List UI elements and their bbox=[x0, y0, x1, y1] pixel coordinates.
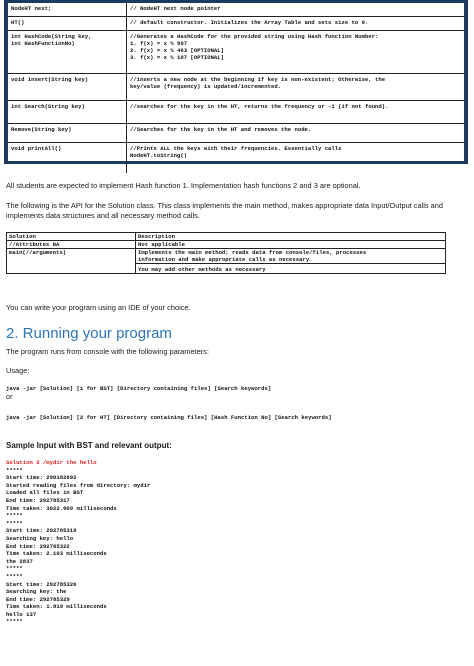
sample-heading: Sample Input with BST and relevant output: bbox=[6, 441, 172, 450]
hash-function-note: All students are expected to implement Hash function 1. Implementation hash functions 2 and 3 are optional. bbox=[6, 181, 361, 190]
method-description: //inserts a new node at the beginning if key is non-existent; Otherwise, the key/value (frequency) is updated/incremented. bbox=[130, 76, 386, 90]
output-line: ***** bbox=[6, 565, 23, 573]
output-line: ***** bbox=[6, 519, 23, 527]
output-line: Searching key: hello bbox=[6, 534, 74, 542]
table-row bbox=[8, 17, 464, 31]
sample-command: Solution 2 /mydir the hello bbox=[6, 459, 97, 466]
usage-ht-command: java -jar [Solution] [2 for HT] [Directory containing files] [Hash Function No] [Search keywords] bbox=[6, 414, 332, 421]
main-cell: main(//arguments) bbox=[7, 249, 136, 264]
console-intro: The program runs from console with the following parameters: bbox=[6, 347, 209, 356]
method-description: //Prints ALL the keys with their frequencies. Essentially calls NodeHT.toString() bbox=[130, 145, 342, 159]
method-signature: void printAll() bbox=[8, 143, 127, 174]
header-solution: Solution bbox=[7, 233, 136, 241]
solution-table-header bbox=[7, 233, 446, 241]
table-row bbox=[7, 241, 446, 249]
method-signature: HT() bbox=[8, 17, 127, 31]
output-line: Time taken: 2.103 milliseconds bbox=[6, 550, 107, 558]
output-line: ***** bbox=[6, 618, 23, 626]
output-line: ***** bbox=[6, 572, 23, 580]
method-signature: Remove(String key) bbox=[8, 124, 127, 143]
output-line: hello 137 bbox=[6, 610, 37, 618]
usage-bst-command: java -jar [Solution] [1 for BST] [Directory containing files] [Search keywords] bbox=[6, 385, 272, 392]
main-desc: Implements the main method; reads data from console/files, processes information and make appropriate calls as necessary. bbox=[136, 249, 446, 264]
table-row bbox=[8, 3, 464, 17]
output-line: the 2837 bbox=[6, 557, 33, 565]
output-line: Start time: 292785326 bbox=[6, 580, 77, 588]
method-signature: NodeHT next; bbox=[8, 3, 127, 17]
output-line: End time: 292785329 bbox=[6, 595, 70, 603]
table-row bbox=[8, 74, 464, 101]
method-signature: void insert(String key) bbox=[8, 74, 127, 101]
attributes-desc: Not applicable bbox=[136, 241, 446, 249]
attributes-cell: //Attributes NA bbox=[7, 241, 136, 249]
api-table bbox=[4, 0, 468, 164]
ide-note: You can write your program using an IDE of your choice. bbox=[6, 303, 191, 312]
method-description: // default constructor. Initializes the Array Table and sets size to 0. bbox=[130, 19, 369, 26]
method-signature: int Search(String key) bbox=[8, 101, 127, 124]
or-label: or bbox=[6, 392, 13, 401]
output-line: Start time: 290182692 bbox=[6, 474, 77, 482]
extra-cell bbox=[7, 264, 136, 274]
header-description: Description bbox=[136, 233, 446, 241]
extra-desc: You may add other methods as necessary bbox=[136, 264, 446, 274]
table-row bbox=[7, 264, 446, 274]
sample-output bbox=[6, 459, 151, 626]
output-line: ***** bbox=[6, 512, 23, 520]
output-line: Start time: 292785319 bbox=[6, 527, 77, 535]
section-title: 2. Running your program bbox=[6, 325, 172, 342]
method-description: //searches for the key in the HT, returns the frequency or -1 (if not found). bbox=[130, 103, 389, 110]
method-description: //Generates a HashCode for the provided string using Hash function Number: 1. f(x) = x % 997 2. f(x) = x % 463 [OPTIONAL] 3. f(x) = x % 107 [OPTIONAL] bbox=[130, 33, 379, 61]
output-line: End time: 292785317 bbox=[6, 496, 70, 504]
method-description: //Searches for the key in the HT and removes the node. bbox=[130, 126, 312, 133]
usage-label: Usage: bbox=[6, 366, 30, 375]
solution-api-intro: The following is the API for the Solution class. This class implements the main method, makes appropriate data Input/Output calls and implements data structures and all necessary method calls. bbox=[6, 201, 443, 221]
table-row bbox=[7, 249, 446, 264]
method-signature: int HashCode(String key, int HashFunctionNo) bbox=[8, 31, 127, 74]
output-line: Time taken: 3022.609 milliseconds bbox=[6, 504, 117, 512]
table-row bbox=[8, 143, 464, 174]
solution-table bbox=[6, 232, 446, 274]
output-line: End time: 292785322 bbox=[6, 542, 70, 550]
output-line: Searching key: the bbox=[6, 588, 67, 596]
output-line: Time taken: 1.819 milliseconds bbox=[6, 603, 107, 611]
table-row bbox=[8, 124, 464, 143]
output-line: Started reading files from directory: mydir bbox=[6, 481, 151, 489]
method-description: // NodeHT next node pointer bbox=[130, 5, 221, 12]
output-line: ***** bbox=[6, 466, 23, 474]
table-row bbox=[8, 31, 464, 74]
table-row bbox=[8, 101, 464, 124]
output-line: Loaded all files in BST bbox=[6, 489, 84, 497]
